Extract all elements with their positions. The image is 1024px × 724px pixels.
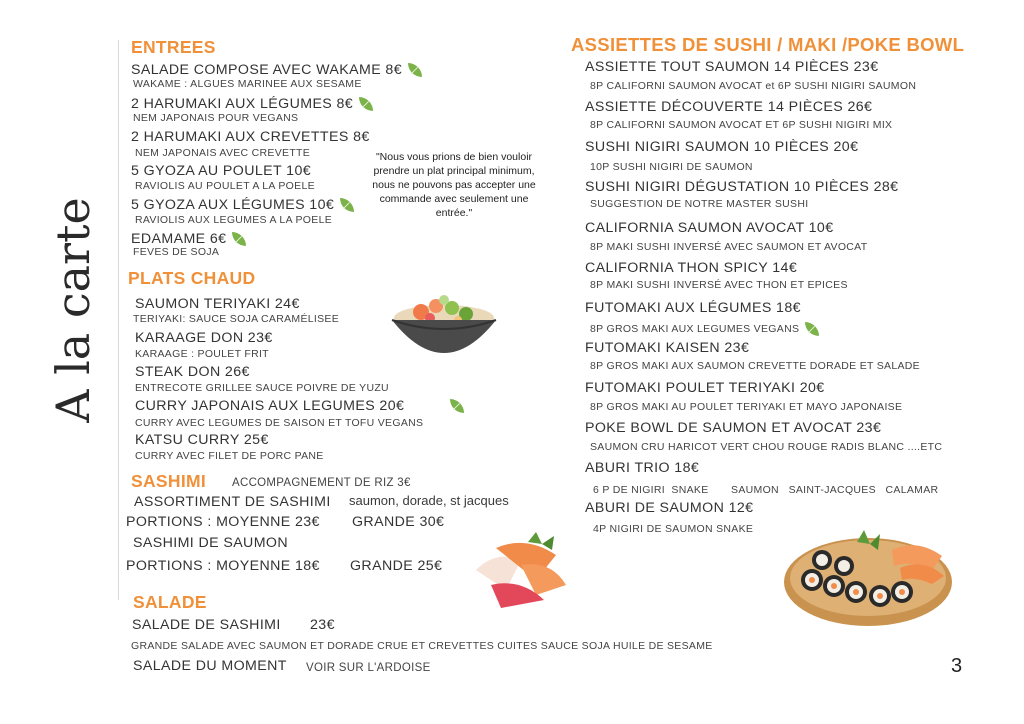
assiette-desc: 4P NIGIRI DE SAUMON SNAKE	[593, 523, 754, 535]
leaf-icon	[805, 322, 819, 336]
sashimi-saumon: SASHIMI DE SAUMON	[133, 535, 288, 551]
plat-item: KARAAGE DON 23€	[135, 330, 273, 346]
plat-desc: TERIYAKI: SAUCE SOJA CARAMÉLISEE	[133, 313, 340, 325]
entree-item: 2 HARUMAKI AUX LÉGUMES 8€	[131, 96, 373, 112]
assiette-desc: SUGGESTION DE NOTRE MASTER SUSHI	[590, 198, 809, 210]
assiette-item: ABURI DE SAUMON 12€	[585, 500, 754, 516]
assiette-desc: 8P CALIFORNI SAUMON AVOCAT et 6P SUSHI NIGIRI SAUMON	[590, 80, 917, 92]
assiette-desc: 6 P DE NIGIRI SNAKE SAUMON SAINT-JACQUES CALAMAR	[593, 484, 939, 496]
assiette-item: SUSHI NIGIRI DÉGUSTATION 10 PIÈCES 28€	[585, 179, 899, 195]
leaf-icon	[340, 198, 354, 212]
assiette-item: POKE BOWL DE SAUMON ET AVOCAT 23€	[585, 420, 882, 436]
leaf-icon	[450, 399, 464, 413]
entree-item: SALADE COMPOSE AVEC WAKAME 8€	[131, 62, 422, 78]
assiette-item: FUTOMAKI KAISEN 23€	[585, 340, 750, 356]
leaf-icon	[359, 97, 373, 111]
entree-desc: FEVES DE SOJA	[133, 246, 220, 258]
sushi-platter-image	[782, 520, 954, 630]
poke-bowl-image	[386, 290, 502, 372]
assiette-item: CALIFORNIA SAUMON AVOCAT 10€	[585, 220, 834, 236]
assiette-item: ASSIETTE TOUT SAUMON 14 PIÈCES 23€	[585, 59, 879, 75]
plat-item: CURRY JAPONAIS AUX LEGUMES 20€	[135, 398, 464, 414]
entree-desc: RAVIOLIS AU POULET A LA POELE	[135, 180, 315, 192]
vertical-divider	[118, 40, 119, 600]
sashimi-portions: PORTIONS : MOYENNE 18€	[126, 558, 320, 574]
salade-price: 23€	[310, 617, 335, 633]
assiette-desc: 10P SUSHI NIGIRI DE SAUMON	[590, 161, 753, 173]
page-number: 3	[951, 655, 963, 677]
entree-desc: WAKAME : ALGUES MARINEE AUX SESAME	[133, 78, 362, 90]
plat-desc: CURRY AVEC FILET DE PORC PANE	[135, 450, 324, 462]
entree-item: 2 HARUMAKI AUX CREVETTES 8€	[131, 129, 370, 145]
assiette-desc: 8P GROS MAKI AU POULET TERIYAKI ET MAYO JAPONAISE	[590, 401, 903, 413]
salade-item: SALADE DE SASHIMI	[132, 617, 281, 633]
sashimi-portions-grande: GRANDE 25€	[350, 558, 443, 574]
assiette-desc: 8P CALIFORNI SAUMON AVOCAT ET 6P SUSHI NIGIRI MIX	[590, 119, 893, 131]
salade-item: SALADE DU MOMENT	[133, 658, 287, 674]
plat-desc: CURRY AVEC LEGUMES DE SAISON ET TOFU VEGANS	[135, 417, 424, 429]
assiette-item: FUTOMAKI POULET TERIYAKI 20€	[585, 380, 825, 396]
salade-desc: GRANDE SALADE AVEC SAUMON ET DORADE CRUE ET CREVETTES CUITES SAUCE SOJA HUILE DE SESAME	[131, 640, 713, 652]
assiette-item: ABURI TRIO 18€	[585, 460, 700, 476]
assiette-desc: SAUMON CRU HARICOT VERT CHOU ROUGE RADIS BLANC ....ETC	[590, 441, 943, 453]
order-note: "Nous vous prions de bien vouloir prendre un plat principal minimum, nous ne pouvons pas accepter une commande avec seulement une entrée."	[372, 151, 536, 219]
leaf-icon	[408, 63, 422, 77]
assiette-item: SUSHI NIGIRI SAUMON 10 PIÈCES 20€	[585, 139, 859, 155]
assiettes-title: ASSIETTES DE SUSHI / MAKI /POKE BOWL	[571, 34, 965, 55]
entree-desc: NEM JAPONAIS AVEC CREVETTE	[135, 147, 311, 159]
plat-desc: ENTRECOTE GRILLEE SAUCE POIVRE DE YUZU	[135, 382, 389, 394]
sashimi-portions-grande: GRANDE 30€	[352, 514, 445, 530]
sashimi-portions: PORTIONS : MOYENNE 23€	[126, 514, 320, 530]
sashimi-assortiment: ASSORTIMENT DE SASHIMI	[134, 494, 331, 510]
assiette-desc: 8P MAKI SUSHI INVERSÉ AVEC SAUMON ET AVOCAT	[590, 241, 868, 253]
plat-item: KATSU CURRY 25€	[135, 432, 269, 448]
plat-item: SAUMON TERIYAKI 24€	[135, 296, 300, 312]
entree-desc: RAVIOLIS AUX LEGUMES A LA POELE	[135, 214, 333, 226]
assiette-item: CALIFORNIA THON SPICY 14€	[585, 260, 798, 276]
sashimi-assortiment-desc: saumon, dorade, st jacques	[349, 493, 509, 508]
entrees-title: ENTREES	[131, 37, 216, 57]
entree-item: EDAMAME 6€	[131, 231, 246, 247]
entree-item: 5 GYOZA AU POULET 10€	[131, 163, 312, 179]
entree-item: 5 GYOZA AUX LÉGUMES 10€	[131, 197, 354, 213]
plats-title: PLATS CHAUD	[128, 268, 256, 288]
sashimi-subtitle: ACCOMPAGNEMENT DE RIZ 3€	[232, 477, 411, 489]
assiette-desc: 8P GROS MAKI AUX SAUMON CREVETTE DORADE ET SALADE	[590, 360, 920, 372]
salade-desc: VOIR SUR L'ARDOISE	[306, 662, 431, 674]
plat-desc: KARAAGE : POULET FRIT	[135, 348, 269, 360]
sashimi-image	[466, 530, 574, 612]
assiette-item: ASSIETTE DÉCOUVERTE 14 PIÈCES 26€	[585, 99, 873, 115]
assiette-item: FUTOMAKI AUX LÉGUMES 18€	[585, 300, 801, 316]
assiette-desc: 8P GROS MAKI AUX LEGUMES VEGANS	[590, 322, 819, 336]
sashimi-title: SASHIMI	[131, 471, 207, 491]
side-title: A la carte	[46, 197, 100, 423]
assiette-desc: 8P MAKI SUSHI INVERSÉ AVEC THON ET EPICES	[590, 279, 848, 291]
leaf-icon	[232, 232, 246, 246]
plat-item: STEAK DON 26€	[135, 364, 250, 380]
entree-desc: NEM JAPONAIS POUR VEGANS	[133, 112, 299, 124]
salade-title: SALADE	[133, 592, 207, 612]
